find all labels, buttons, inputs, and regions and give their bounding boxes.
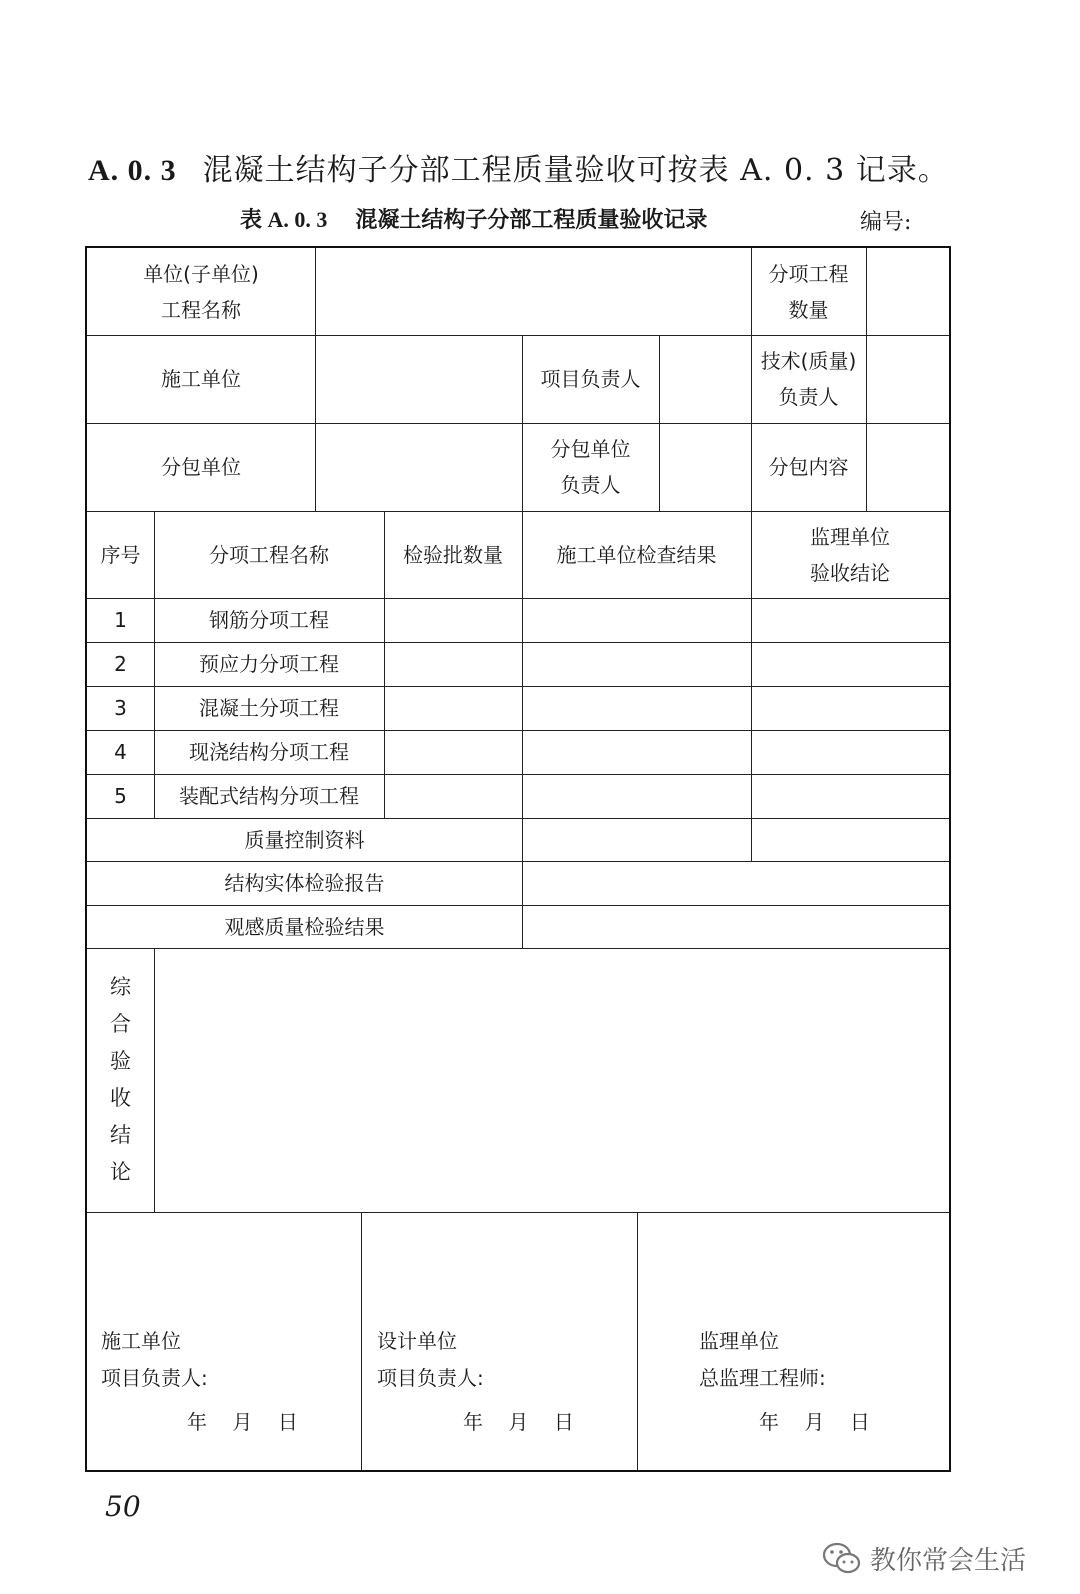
- section-heading: [88, 145, 949, 189]
- project-manager-field[interactable]: [659, 335, 751, 423]
- table-row-item-name: 预应力分项工程: [199, 652, 339, 676]
- signature-role: 总监理工程师:: [699, 1366, 826, 1390]
- subcontract-unit-label: 分包单位: [161, 455, 241, 479]
- column-header-index: 序号: [100, 542, 141, 567]
- page-number: 50: [105, 1490, 141, 1523]
- overall-conclusion-field[interactable]: [154, 948, 949, 1212]
- wechat-icon: [822, 1542, 862, 1576]
- column-header-batch-count: 检验批数量: [403, 542, 503, 567]
- column-header-contractor-result: 施工单位检查结果: [556, 542, 717, 567]
- signature-block-supervision: [699, 1323, 826, 1397]
- signature-date: 年 月 日: [187, 1410, 298, 1434]
- table-number: 表 A. 0. 3: [240, 207, 328, 232]
- conclusion-char: 结: [110, 1123, 131, 1147]
- signature-unit: 施工单位: [101, 1329, 181, 1353]
- subcontract-manager-field[interactable]: [659, 423, 751, 511]
- table-row-item-name: 钢筋分项工程: [209, 608, 329, 632]
- section-text: 混凝土结构子分部工程质量验收可按表 A. 0. 3 记录。: [202, 153, 949, 188]
- serial-number-label: 编号:: [860, 210, 912, 235]
- table-title: 混凝土结构子分部工程质量验收记录: [355, 208, 708, 233]
- signature-unit: 设计单位: [377, 1329, 457, 1353]
- quality-docs-label: 质量控制资料: [244, 827, 365, 852]
- signature-date: 年 月 日: [463, 1410, 574, 1434]
- unit-project-name-label: 单位(子单位) 工程名称: [143, 261, 259, 322]
- table-row-index: 1: [114, 608, 127, 632]
- subcontract-content-label: 分包内容: [768, 455, 849, 479]
- subcontract-content-field[interactable]: [866, 423, 949, 511]
- signature-block-construction: [101, 1323, 208, 1397]
- table-row-item-name: 现浇结构分项工程: [189, 740, 349, 764]
- subcontract-unit-field[interactable]: [315, 423, 522, 511]
- subcontract-manager-label: 分包单位 负责人: [550, 437, 631, 497]
- table-row-index: 4: [114, 740, 127, 764]
- overall-conclusion-label: [87, 948, 154, 1212]
- appearance-result-label: 观感质量检验结果: [224, 914, 385, 939]
- conclusion-char: 综: [110, 975, 131, 999]
- technical-manager-field[interactable]: [866, 335, 949, 423]
- conclusion-char: 合: [110, 1012, 131, 1036]
- acceptance-record-table: [85, 246, 951, 1472]
- table-row-index: 5: [114, 784, 127, 808]
- conclusion-char: 收: [110, 1086, 131, 1110]
- section-number: A. 0. 3: [88, 154, 177, 187]
- signature-unit: 监理单位: [699, 1329, 779, 1353]
- column-header-item-name: 分项工程名称: [209, 542, 329, 567]
- signature-block-design: [377, 1323, 484, 1397]
- unit-project-name-field[interactable]: [315, 248, 751, 335]
- sub-item-count-field[interactable]: [866, 248, 949, 335]
- conclusion-char: 验: [110, 1049, 131, 1073]
- table-row-index: 3: [114, 696, 127, 720]
- column-header-supervisor-conclusion: 监理单位 验收结论: [810, 524, 890, 585]
- signature-date: 年 月 日: [759, 1410, 870, 1434]
- construction-unit-field[interactable]: [315, 335, 522, 423]
- sub-item-count-label: 分项工程 数量: [768, 261, 849, 322]
- technical-manager-label: 技术(质量) 负责人: [760, 349, 857, 409]
- project-manager-label: 项目负责人: [540, 367, 641, 391]
- construction-unit-label: 施工单位: [161, 367, 241, 391]
- table-row-item-name: 装配式结构分项工程: [179, 784, 359, 808]
- table-row-index: 2: [114, 652, 127, 676]
- table-caption: [240, 203, 707, 234]
- watermark-text: 教你常会生活: [870, 1546, 1027, 1576]
- conclusion-char: 论: [110, 1160, 131, 1184]
- watermark: [822, 1540, 1026, 1577]
- entity-report-label: 结构实体检验报告: [224, 871, 385, 895]
- signature-role: 项目负责人:: [377, 1366, 484, 1390]
- signature-role: 项目负责人:: [101, 1366, 208, 1390]
- table-row-item-name: 混凝土分项工程: [199, 696, 339, 720]
